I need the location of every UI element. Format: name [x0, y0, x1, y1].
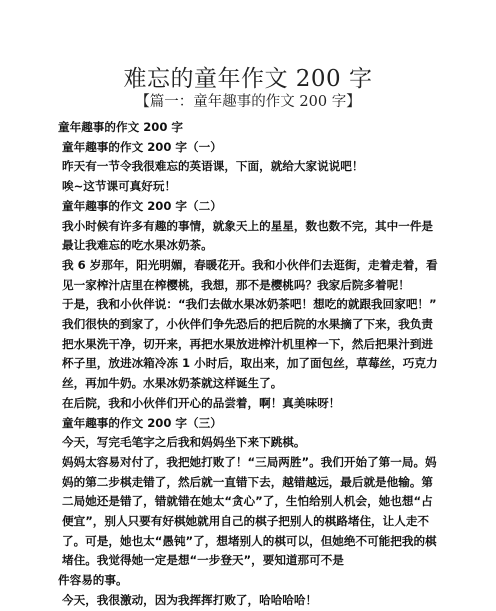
page-subtitle: 【篇一：童年趣事的作文 200 字】 [135, 94, 361, 110]
article-body [58, 118, 438, 611]
paragraph: 于是，我和小伙伴说：“我们去做水果冰奶茶吧！想吃的就跟我回家吧！” [62, 297, 437, 312]
section-heading: 童年趣事的作文 200 字（二） [62, 198, 222, 213]
section-heading: 童年趣事的作文 200 字（一） [62, 139, 222, 154]
paragraph: 唉~这节课可真好玩！ [62, 179, 177, 194]
paragraph: 昨天有一节令我很难忘的英语课，下面，就给大家说说吧！ [62, 159, 364, 174]
section-heading: 童年趣事的作文 200 字 [58, 120, 184, 134]
paragraph: 在后院，我和小伙伴们开心的品尝着，啊！真美味呀！ [62, 395, 341, 410]
page-title: 难忘的童年作文 200 字 [123, 66, 373, 92]
section-heading: 童年趣事的作文 200 字（三） [62, 415, 222, 430]
paragraph: 我们很快的到家了，小伙伴们争先恐后的把后院的水果摘了下来，我负责把水果洗干净，切开来，再把水果放进榨汁机里榨一下，然后把果汁到进杯子里，放进冰箱冷冻 1 小时后，取出来，加了面包丝，草莓丝，巧克力丝，再加牛奶。水果冰奶茶就这样诞生了。 [62, 317, 438, 391]
paragraph: 今天，写完毛笔字之后我和妈妈坐下来下跳棋。 [62, 435, 306, 450]
paragraph: 我 6 岁那年，阳光明媚，春暖花开。我和小伙伴们去逛街，走着走着，看见一家榨汁店里在榨樱桃，我想，那不是樱桃吗？我家后院多着呢！ [62, 257, 438, 292]
paragraph: 我小时候有许多有趣的事情，就象天上的星星，数也数不完，其中一件是最让我难忘的吃水果冰奶茶。 [62, 218, 434, 253]
paragraph: 妈妈太容易对付了，我把她打败了！“三局两胜”。我们开始了第一局。妈妈的第二步棋走错了，然后就一直错下去，越错越远，最后就是他输。第二局她还是错了，错就错在她太“贪心”了，生怕给别人机会，她也想“占便宜”，别人只要有好棋她就用自己的棋子把别人的棋路堵住，让人走不了。可是，她也太“愚钝”了，想堵别人的棋可以，但她绝不可能把我的棋堵住。我觉得她一定是想“一步登天”，要知道那可不是 [62, 454, 437, 568]
paragraph: 今天，我很激动，因为我挥挥打败了，哈哈哈哈！ [62, 592, 318, 607]
paragraph: 件容易的事。 [58, 573, 128, 588]
